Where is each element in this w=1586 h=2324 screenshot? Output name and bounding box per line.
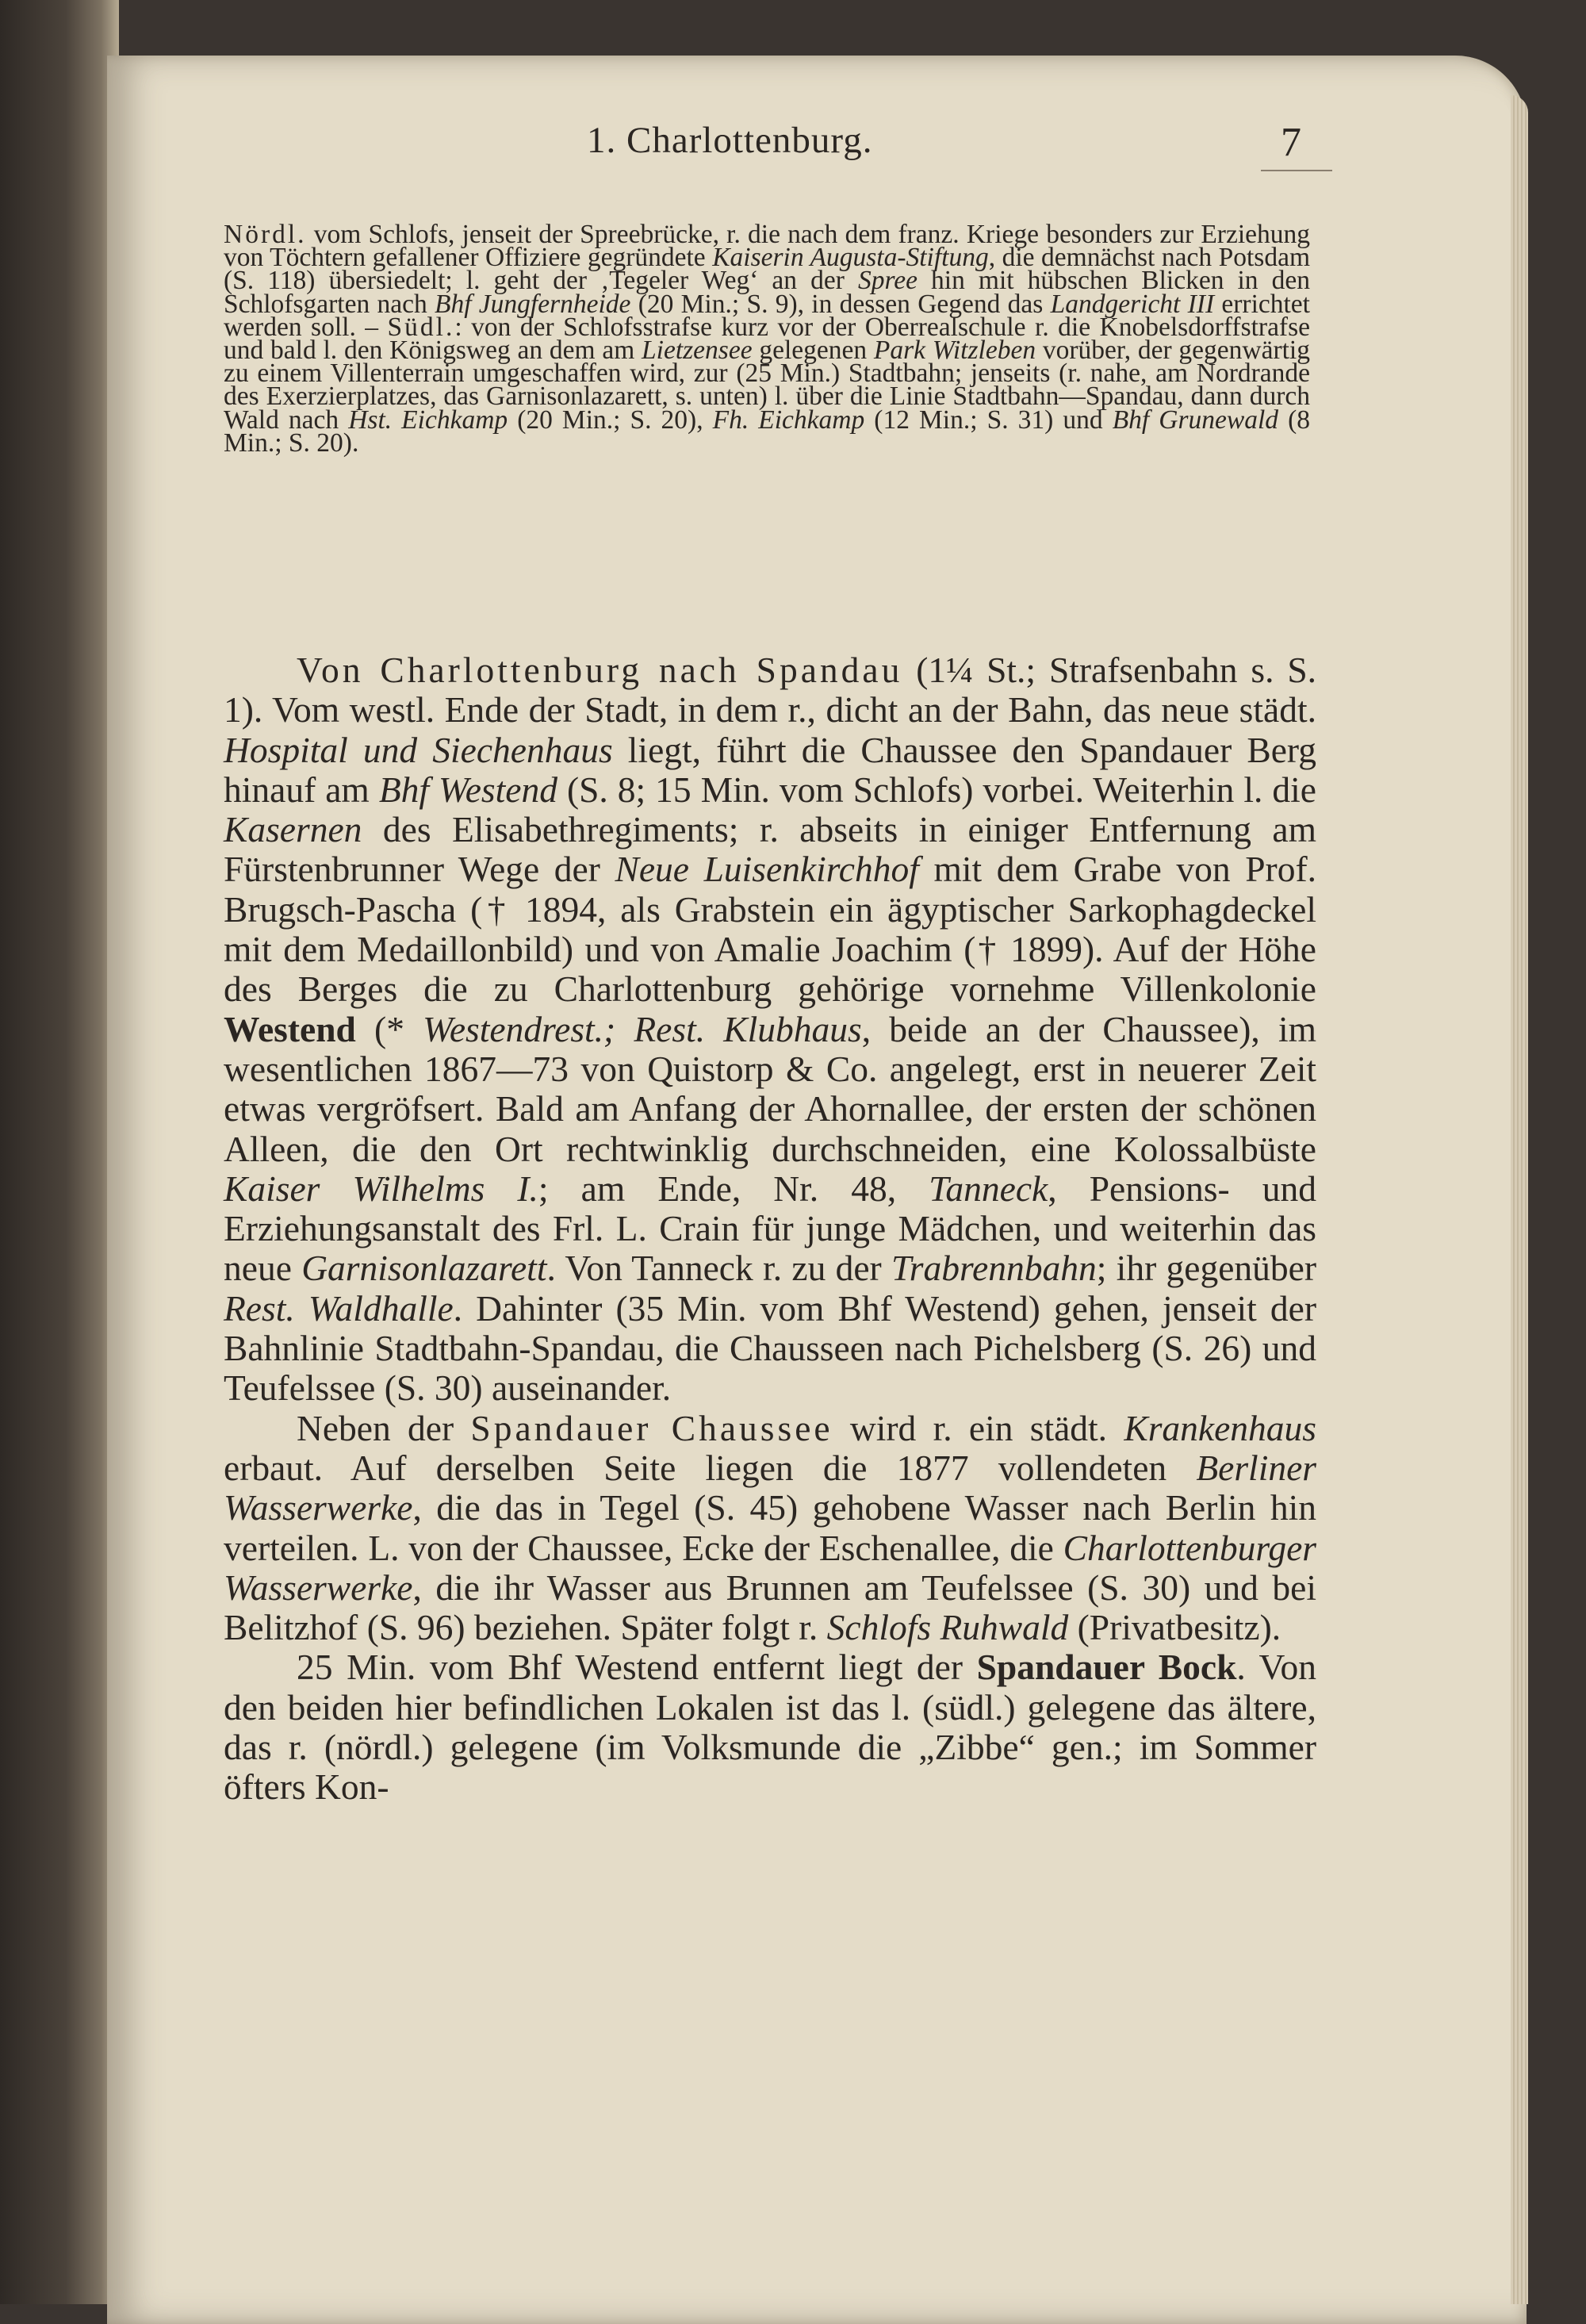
italic-term: Hst. Eichkamp xyxy=(348,405,508,435)
italic-term: Fh. Eichkamp xyxy=(712,405,865,435)
text-run: (S. 8; 15 Min. vom Schlofs) vorbei. Weiterhin l. die xyxy=(557,769,1316,810)
main-text xyxy=(224,650,1316,1808)
text-run: , Pensions- und Erziehungsanstalt des Frl. L. Crain für junge Mädchen, und weiterhin das neue xyxy=(224,1168,1316,1289)
text-run: : von der Schlofsstrafse kurz vor der Oberrealschule r. die Knobelsdorffstrafse und bald l. den Königsweg an dem am xyxy=(224,312,1310,366)
text-run: (8 Min.; S. 20). xyxy=(224,405,1310,458)
italic-term: Rest. Waldhalle xyxy=(224,1287,454,1329)
text-run: wird r. ein städt. xyxy=(833,1407,1124,1448)
place-name-bold: Westend xyxy=(224,1008,356,1049)
book-binding xyxy=(0,0,119,2304)
text-run: des Elisabethregiments; r. abseits in einiger Entfernung am Fürstenbrunner Wege der xyxy=(224,809,1316,890)
text-run: mit dem Grabe von Prof. Brugsch-Pascha († 1894, als Grabstein ein ägyptischer Sarkophagdeckel mit dem Medaillonbild) und von Amalie Joachim († 1899). Auf der Höhe des Berges die zu Charlottenburg gehörige vornehme Villenkolonie xyxy=(224,849,1316,1010)
text-run: errichtet werden soll. – xyxy=(224,289,1310,342)
text-run: (20 Min.; S. 9), in dessen Gegend das xyxy=(630,289,1051,319)
text-run: (12 Min.; S. 31) und xyxy=(864,405,1113,435)
text-run: , die das in Tegel (S. 45) gehobene Wasser nach Berlin hin verteilen. L. von der Chaussee, Ecke der Eschenallee, die xyxy=(224,1487,1316,1568)
small-paragraph xyxy=(224,220,1310,458)
text-run: , die ihr Wasser aus Brunnen am Teufelssee (S. 30) und bei Belitzhof (S. 96) beziehen. Später folgt r. xyxy=(224,1567,1316,1648)
paragraph-spandauer-chaussee xyxy=(224,1409,1316,1648)
text-run: (Privatbesitz). xyxy=(1068,1607,1281,1648)
italic-term: Garnisonlazarett xyxy=(301,1248,547,1289)
italic-term: Kasernen xyxy=(224,809,362,850)
direction-label: Südl. xyxy=(387,312,455,342)
paragraph-spandauer-bock xyxy=(224,1647,1316,1807)
header-rule xyxy=(1261,170,1332,171)
italic-term: Krankenhaus xyxy=(1124,1407,1316,1448)
text-run: . Von den beiden hier befindlichen Lokalen ist das l. (südl.) gelegene das ältere, das r. (nördl.) gelegene (im Volksmunde die „Zibbe“ gen.; im Sommer öfters Kon- xyxy=(224,1647,1316,1808)
running-head: 1. Charlottenburg. xyxy=(587,120,873,161)
text-run: vom Schlofs, jenseit der Spreebrücke, r. die nach dem franz. Kriege besonders zur Erziehung von Töchtern gefallener Offiziere gegründete xyxy=(224,220,1310,273)
text-run: liegt, führt die Chaussee den Spandauer Berg hinauf am xyxy=(224,729,1316,810)
italic-term: Hospital und Siechenhaus xyxy=(224,729,613,770)
text-run: (1¼ St.; Strafsenbahn s. S. 1). Vom westl. Ende der Stadt, in dem r., dicht an der Bahn, das neue städt. xyxy=(224,650,1316,731)
page-number: 7 xyxy=(1281,120,1301,165)
direction-label: Nördl. xyxy=(224,220,307,249)
italic-term: Kaiserin Augusta-Stiftung xyxy=(712,243,989,273)
page-edge xyxy=(1511,95,1528,2304)
section-heading: Von Charlottenburg nach Spandau xyxy=(297,650,903,690)
paragraph-spandau-route xyxy=(224,650,1316,1409)
italic-term: Bhf Jungfernheide xyxy=(435,289,631,319)
small-text xyxy=(224,220,1310,458)
italic-term: Schlofs Ruhwald xyxy=(826,1607,1069,1648)
text-run: 25 Min. vom Bhf Westend entfernt liegt der xyxy=(297,1647,977,1688)
text-run: (20 Min.; S. 20), xyxy=(508,405,713,435)
italic-term: Westendrest.; Rest. Klubhaus xyxy=(423,1008,862,1049)
text-run: hin mit hübschen Blicken in den Schlofsgarten nach xyxy=(224,266,1310,319)
street-name: Spandauer Chaussee xyxy=(470,1407,833,1448)
text-run: gelegenen xyxy=(752,336,874,366)
text-run: erbaut. Auf derselben Seite liegen die 1877 vollendeten xyxy=(224,1447,1197,1488)
text-run: (* xyxy=(355,1008,423,1049)
italic-term: Park Witzleben xyxy=(873,336,1036,366)
italic-term: Bhf Grunewald xyxy=(1112,405,1279,435)
text-run: . Von Tanneck r. zu der xyxy=(546,1248,892,1289)
italic-term: Berliner Wasserwerke xyxy=(224,1447,1316,1528)
text-run: ; am Ende, Nr. 48, xyxy=(538,1168,929,1209)
italic-term: Lietzensee xyxy=(642,336,753,366)
text-run: Neben der xyxy=(297,1407,471,1448)
italic-term: Neue Luisenkirchhof xyxy=(615,849,919,890)
italic-term: Charlottenburger Wasserwerke xyxy=(224,1527,1316,1608)
text-run: , beide an der Chaussee), im wesentlichen 1867—73 von Quistorp & Co. angelegt, erst in neuerer Zeit etwas vergröfsert. Bald am Anfang der Ahornallee, der ersten der schönen Alleen, die den Ort rechtwinklig durchschneiden, eine Kolossalbüste xyxy=(224,1008,1316,1169)
text-run: . Dahinter (35 Min. vom Bhf Westend) gehen, jenseit der Bahnlinie Stadtbahn-Spandau, die Chausseen nach Pichelsberg (S. 26) und Teufelssee (S. 30) auseinander. xyxy=(224,1287,1316,1409)
text-run: ; ihr gegenüber xyxy=(1096,1248,1317,1289)
italic-term: Trabrennbahn xyxy=(891,1248,1097,1289)
text-run: , die demnächst nach Potsdam (S. 118) übersiedelt; l. geht der ‚Tegeler Weg‘ an der xyxy=(224,243,1310,296)
italic-term: Bhf Westend xyxy=(378,769,557,810)
italic-term: Landgericht III xyxy=(1050,289,1215,319)
place-name-bold: Spandauer Bock xyxy=(976,1647,1237,1688)
italic-term: Kaiser Wilhelms I. xyxy=(224,1168,538,1209)
text-run: vorüber, der gegenwärtig zu einem Villenterrain umgeschaffen wird, zur (25 Min.) Stadtbahn; jenseits (r. nahe, am Nordrande des Exerzierplatzes, das Garnisonlazarett, s. unten) l. über die Linie Stadtbahn—Spandau, dann durch Wald nach xyxy=(224,336,1310,435)
italic-term: Tanneck xyxy=(929,1168,1048,1209)
italic-term: Spree xyxy=(857,266,918,296)
